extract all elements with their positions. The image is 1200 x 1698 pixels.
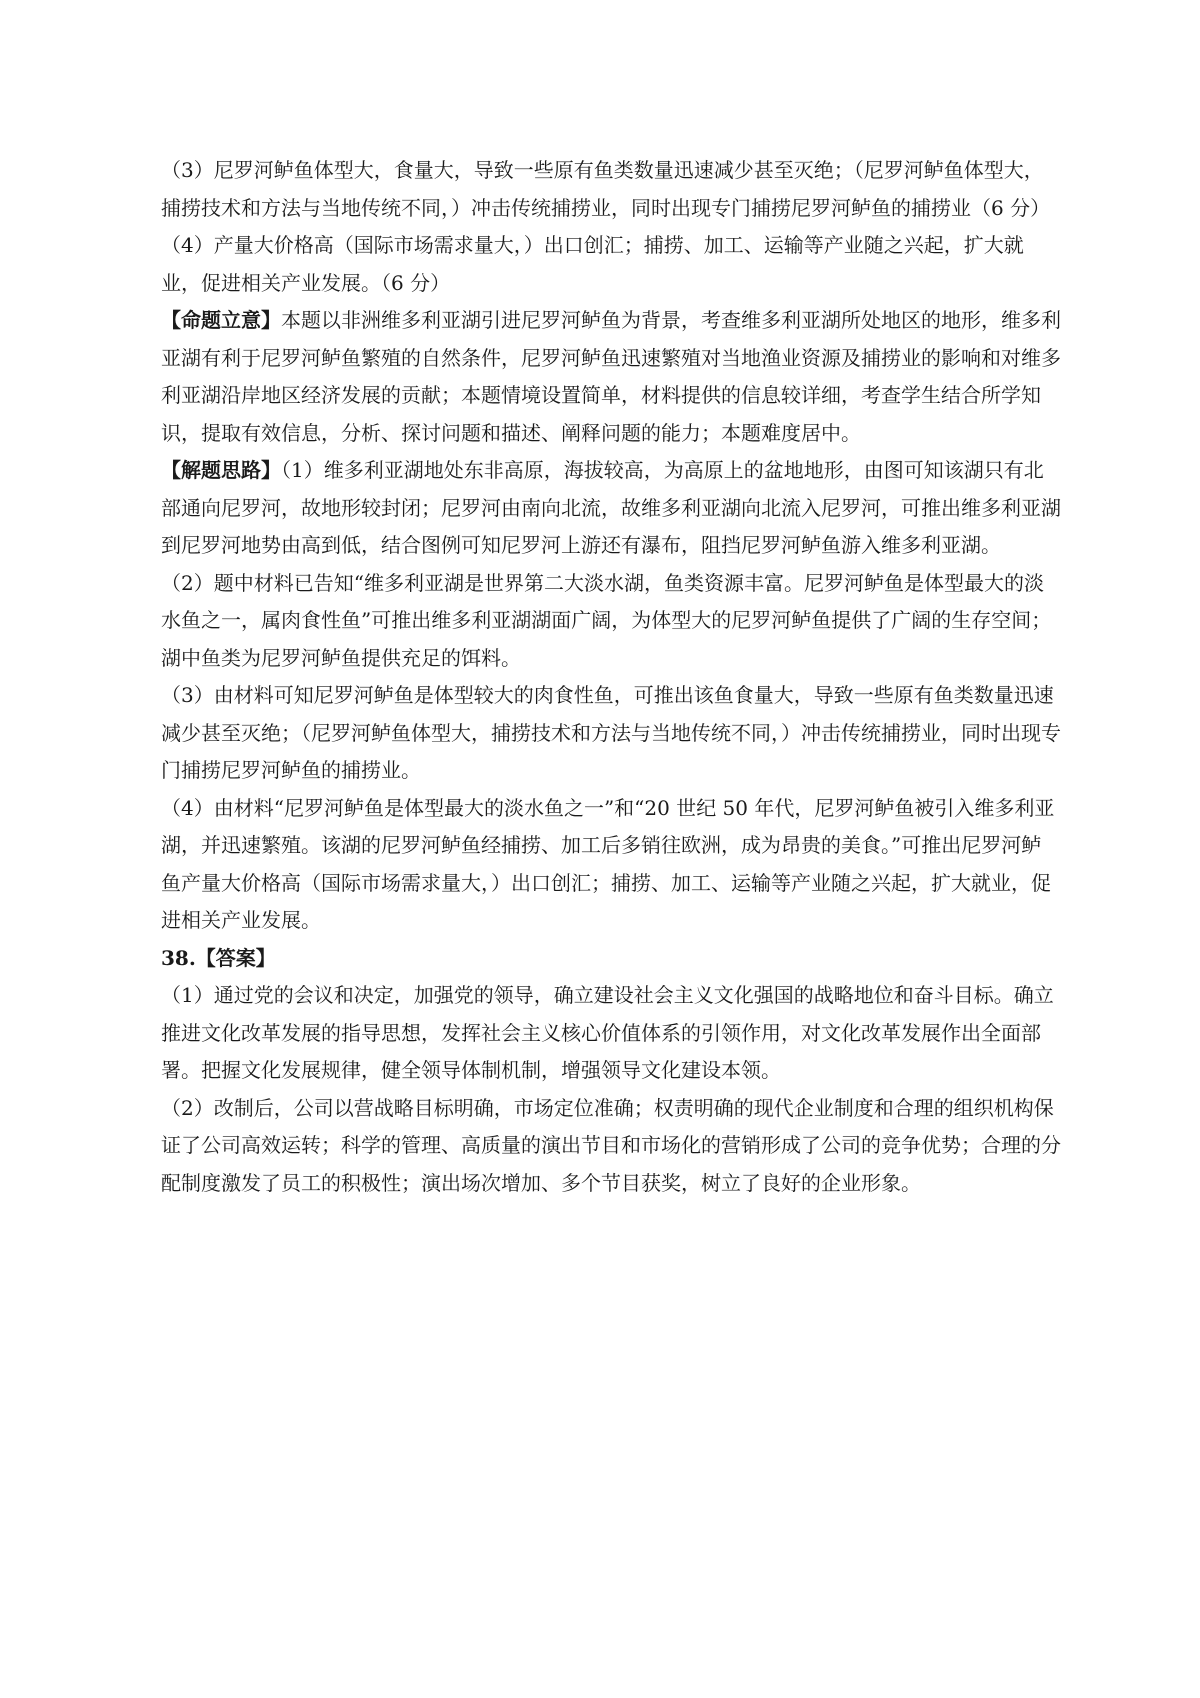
question-38-answer-1-text: （1）通过党的会议和决定，加强党的领导，确立建设社会主义文化强国的战略地位和奋斗目标。确立推进文化改革发展的指导思想，发挥社会主义核心价值体系的引领作用，对文化改革发展作出全面部署。把握文化发展规律，健全领导体制机制，增强领导文化建设本领。 (161, 983, 1054, 1082)
intent-paragraph (161, 302, 1061, 452)
answer-3-paragraph (161, 152, 1061, 227)
idea-3-paragraph (161, 677, 1061, 790)
answer-3-text: （3）尼罗河鲈鱼体型大，食量大，导致一些原有鱼类数量迅速减少甚至灭绝；（尼罗河鲈鱼体型大，捕捞技术和方法与当地传统不同，）冲击传统捕捞业，同时出现专门捕捞尼罗河鲈鱼的捕捞业（6 分） (161, 158, 1051, 220)
idea-4-text: （4）由材料“尼罗河鲈鱼是体型最大的淡水鱼之一”和“20 世纪 50 年代，尼罗河鲈鱼被引入维多利亚湖，并迅速繁殖。该湖的尼罗河鲈鱼经捕捞、加工后多销往欧洲，成为昂贵的美食。”可推出尼罗河鲈鱼产量大价格高（国际市场需求量大，）出口创汇；捕捞、加工、运输等产业随之兴起，扩大就业，促进相关产业发展。 (161, 795, 1055, 932)
idea-4-paragraph (161, 790, 1061, 940)
intent-text: 本题以非洲维多利亚湖引进尼罗河鲈鱼为背景，考查维多利亚湖所处地区的地形，维多利亚湖有利于尼罗河鲈鱼繁殖的自然条件，尼罗河鲈鱼迅速繁殖对当地渔业资源及捕捞业的影响和对维多利亚湖沿岸地区经济发展的贡献；本题情境设置简单，材料提供的信息较详细，考查学生结合所学知识，提取有效信息，分析、探讨问题和描述、阐释问题的能力；本题难度居中。 (161, 308, 1061, 445)
idea-2-paragraph (161, 565, 1061, 678)
idea-3-text: （3）由材料可知尼罗河鲈鱼是体型较大的肉食性鱼，可推出该鱼食量大，导致一些原有鱼类数量迅速减少甚至灭绝；（尼罗河鲈鱼体型大，捕捞技术和方法与当地传统不同，）冲击传统捕捞业，同时出现专门捕捞尼罗河鲈鱼的捕捞业。 (161, 683, 1061, 782)
intent-tag: 【命题立意】 (161, 308, 281, 332)
idea-1-text: （1）维多利亚湖地处东非高原，海拔较高，为高原上的盆地地形，由图可知该湖只有北部通向尼罗河，故地形较封闭；尼罗河由南向北流，故维多利亚湖向北流入尼罗河，可推出维多利亚湖到尼罗河地势由高到低，结合图例可知尼罗河上游还有瀑布，阻挡尼罗河鲈鱼游入维多利亚湖。 (161, 458, 1061, 557)
question-38-answer-1 (161, 977, 1061, 1090)
document-body (161, 152, 1061, 1202)
idea-tag: 【解题思路】 (161, 458, 281, 482)
answer-4-text: （4）产量大价格高（国际市场需求量大，）出口创汇；捕捞、加工、运输等产业随之兴起，扩大就业，促进相关产业发展。（6 分） (161, 233, 1024, 295)
question-38-answer-2 (161, 1090, 1061, 1203)
idea-1-paragraph (161, 452, 1061, 565)
question-38-answer-2-text: （2）改制后，公司以营战略目标明确，市场定位准确；权责明确的现代企业制度和合理的组织机构保证了公司高效运转；科学的管理、高质量的演出节目和市场化的营销形成了公司的竞争优势；合理的分配制度激发了员工的积极性；演出场次增加、多个节目获奖，树立了良好的企业形象。 (161, 1095, 1061, 1195)
question-38-heading: 38.【答案】 (161, 945, 276, 970)
answer-4-paragraph (161, 227, 1061, 302)
idea-2-text: （2）题中材料已告知“维多利亚湖是世界第二大淡水湖，鱼类资源丰富。尼罗河鲈鱼是体型最大的淡水鱼之一，属肉食性鱼”可推出维多利亚湖湖面广阔，为体型大的尼罗河鲈鱼提供了广阔的生存空间；湖中鱼类为尼罗河鲈鱼提供充足的饵料。 (161, 570, 1052, 670)
